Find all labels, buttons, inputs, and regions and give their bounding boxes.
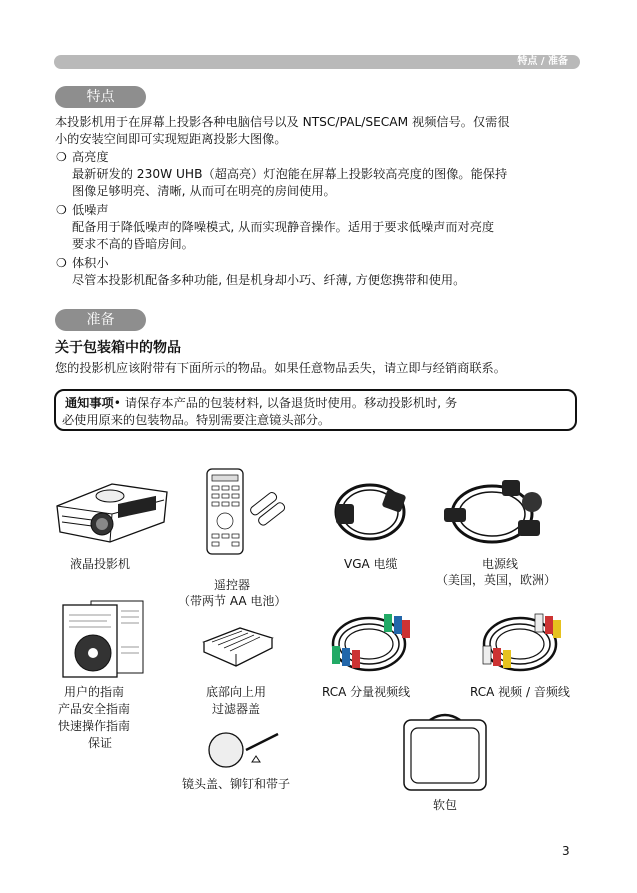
filter-cover-image bbox=[200, 622, 276, 672]
lens-cap-image bbox=[206, 730, 282, 770]
caption-vga-cable: VGA 电缆 bbox=[344, 557, 398, 571]
caption-user-guide: 用户的指南 bbox=[64, 685, 125, 699]
caption-filter-line-2: 过滤器盖 bbox=[212, 702, 261, 716]
notice-label: 通知事项 bbox=[65, 396, 114, 410]
caption-rca-component: RCA 分量视频线 bbox=[322, 685, 411, 699]
feature-bullet-icon: ❍ bbox=[56, 203, 67, 217]
caption-warranty: 保证 bbox=[88, 736, 113, 750]
caption-rca-av: RCA 视频 / 音频线 bbox=[470, 685, 570, 699]
feature-title-compact: 体积小 bbox=[72, 256, 109, 270]
feature-desc: 尽管本投影机配备多种功能, 但是机身却小巧、纤薄, 方便您携带和使用。 bbox=[72, 273, 466, 287]
vga-cable-image bbox=[330, 478, 410, 546]
caption-filter-line-1: 底部向上用 bbox=[206, 685, 267, 699]
features-intro-line-1: 本投影机用于在屏幕上投影各种电脑信号以及 NTSC/PAL/SECAM 视频信号。仅需很 bbox=[55, 115, 510, 129]
notice-line-2: 必使用原来的包装物品。特别需要注意镜头部分。 bbox=[62, 413, 331, 427]
feature-desc: 配备用于降低噪声的降噪模式, 从而实现静音操作。适用于要求低噪声而对亮度 bbox=[72, 220, 495, 234]
notice-text: • 请保存本产品的包装材料, 以备退货时使用。移动投影机时, 务 bbox=[113, 396, 458, 410]
package-contents-body: 您的投影机应该附带有下面所示的物品。如果任意物品丢失，请立即与经销商联系。 bbox=[55, 361, 506, 375]
caption-lens-cap: 镜头盖、铆钉和带子 bbox=[182, 777, 291, 791]
breadcrumb: 特点 / 准备 bbox=[517, 56, 568, 67]
notice-line-1 bbox=[65, 394, 457, 411]
header-bar bbox=[54, 55, 580, 69]
caption-projector: 液晶投影机 bbox=[70, 557, 131, 571]
remote-control-image bbox=[203, 467, 291, 557]
projector-image bbox=[52, 478, 172, 546]
caption-safety-guide: 产品安全指南 bbox=[58, 702, 131, 716]
feature-desc: 要求不高的昏暗房间。 bbox=[72, 237, 194, 251]
soft-case-image bbox=[400, 710, 490, 792]
feature-bullet-icon: ❍ bbox=[56, 256, 67, 270]
section-title-prep: 准备 bbox=[55, 309, 146, 331]
notice-box bbox=[54, 389, 577, 431]
section-title-features: 特点 bbox=[55, 86, 146, 108]
package-contents-heading: 关于包装箱中的物品 bbox=[55, 340, 181, 356]
caption-power-cord: 电源线 bbox=[482, 557, 519, 571]
rca-component-cable-image bbox=[326, 608, 412, 678]
feature-title-brightness: 高亮度 bbox=[72, 150, 109, 164]
feature-desc: 图像足够明亮、清晰, 从而可在明亮的房间使用。 bbox=[72, 184, 336, 198]
feature-desc: 最新研发的 230W UHB（超高亮）灯泡能在屏幕上投影较高亮度的图像。能保持 bbox=[72, 167, 508, 181]
caption-remote-note: （带两节 AA 电池） bbox=[178, 594, 287, 608]
caption-soft-case: 软包 bbox=[433, 798, 458, 812]
caption-power-note: （美国，英国，欧洲） bbox=[436, 573, 557, 587]
caption-quick-guide: 快速操作指南 bbox=[58, 719, 131, 733]
page-number: 3 bbox=[562, 844, 570, 858]
feature-title-low-noise: 低噪声 bbox=[72, 203, 109, 217]
caption-remote: 遥控器 bbox=[214, 578, 251, 592]
power-cord-image bbox=[440, 474, 550, 550]
features-intro-line-2: 小的安装空间即可实现短距离投影大图像。 bbox=[55, 132, 287, 146]
feature-bullet-icon: ❍ bbox=[56, 150, 67, 164]
manuals-image bbox=[61, 597, 147, 681]
rca-av-cable-image bbox=[477, 608, 563, 678]
